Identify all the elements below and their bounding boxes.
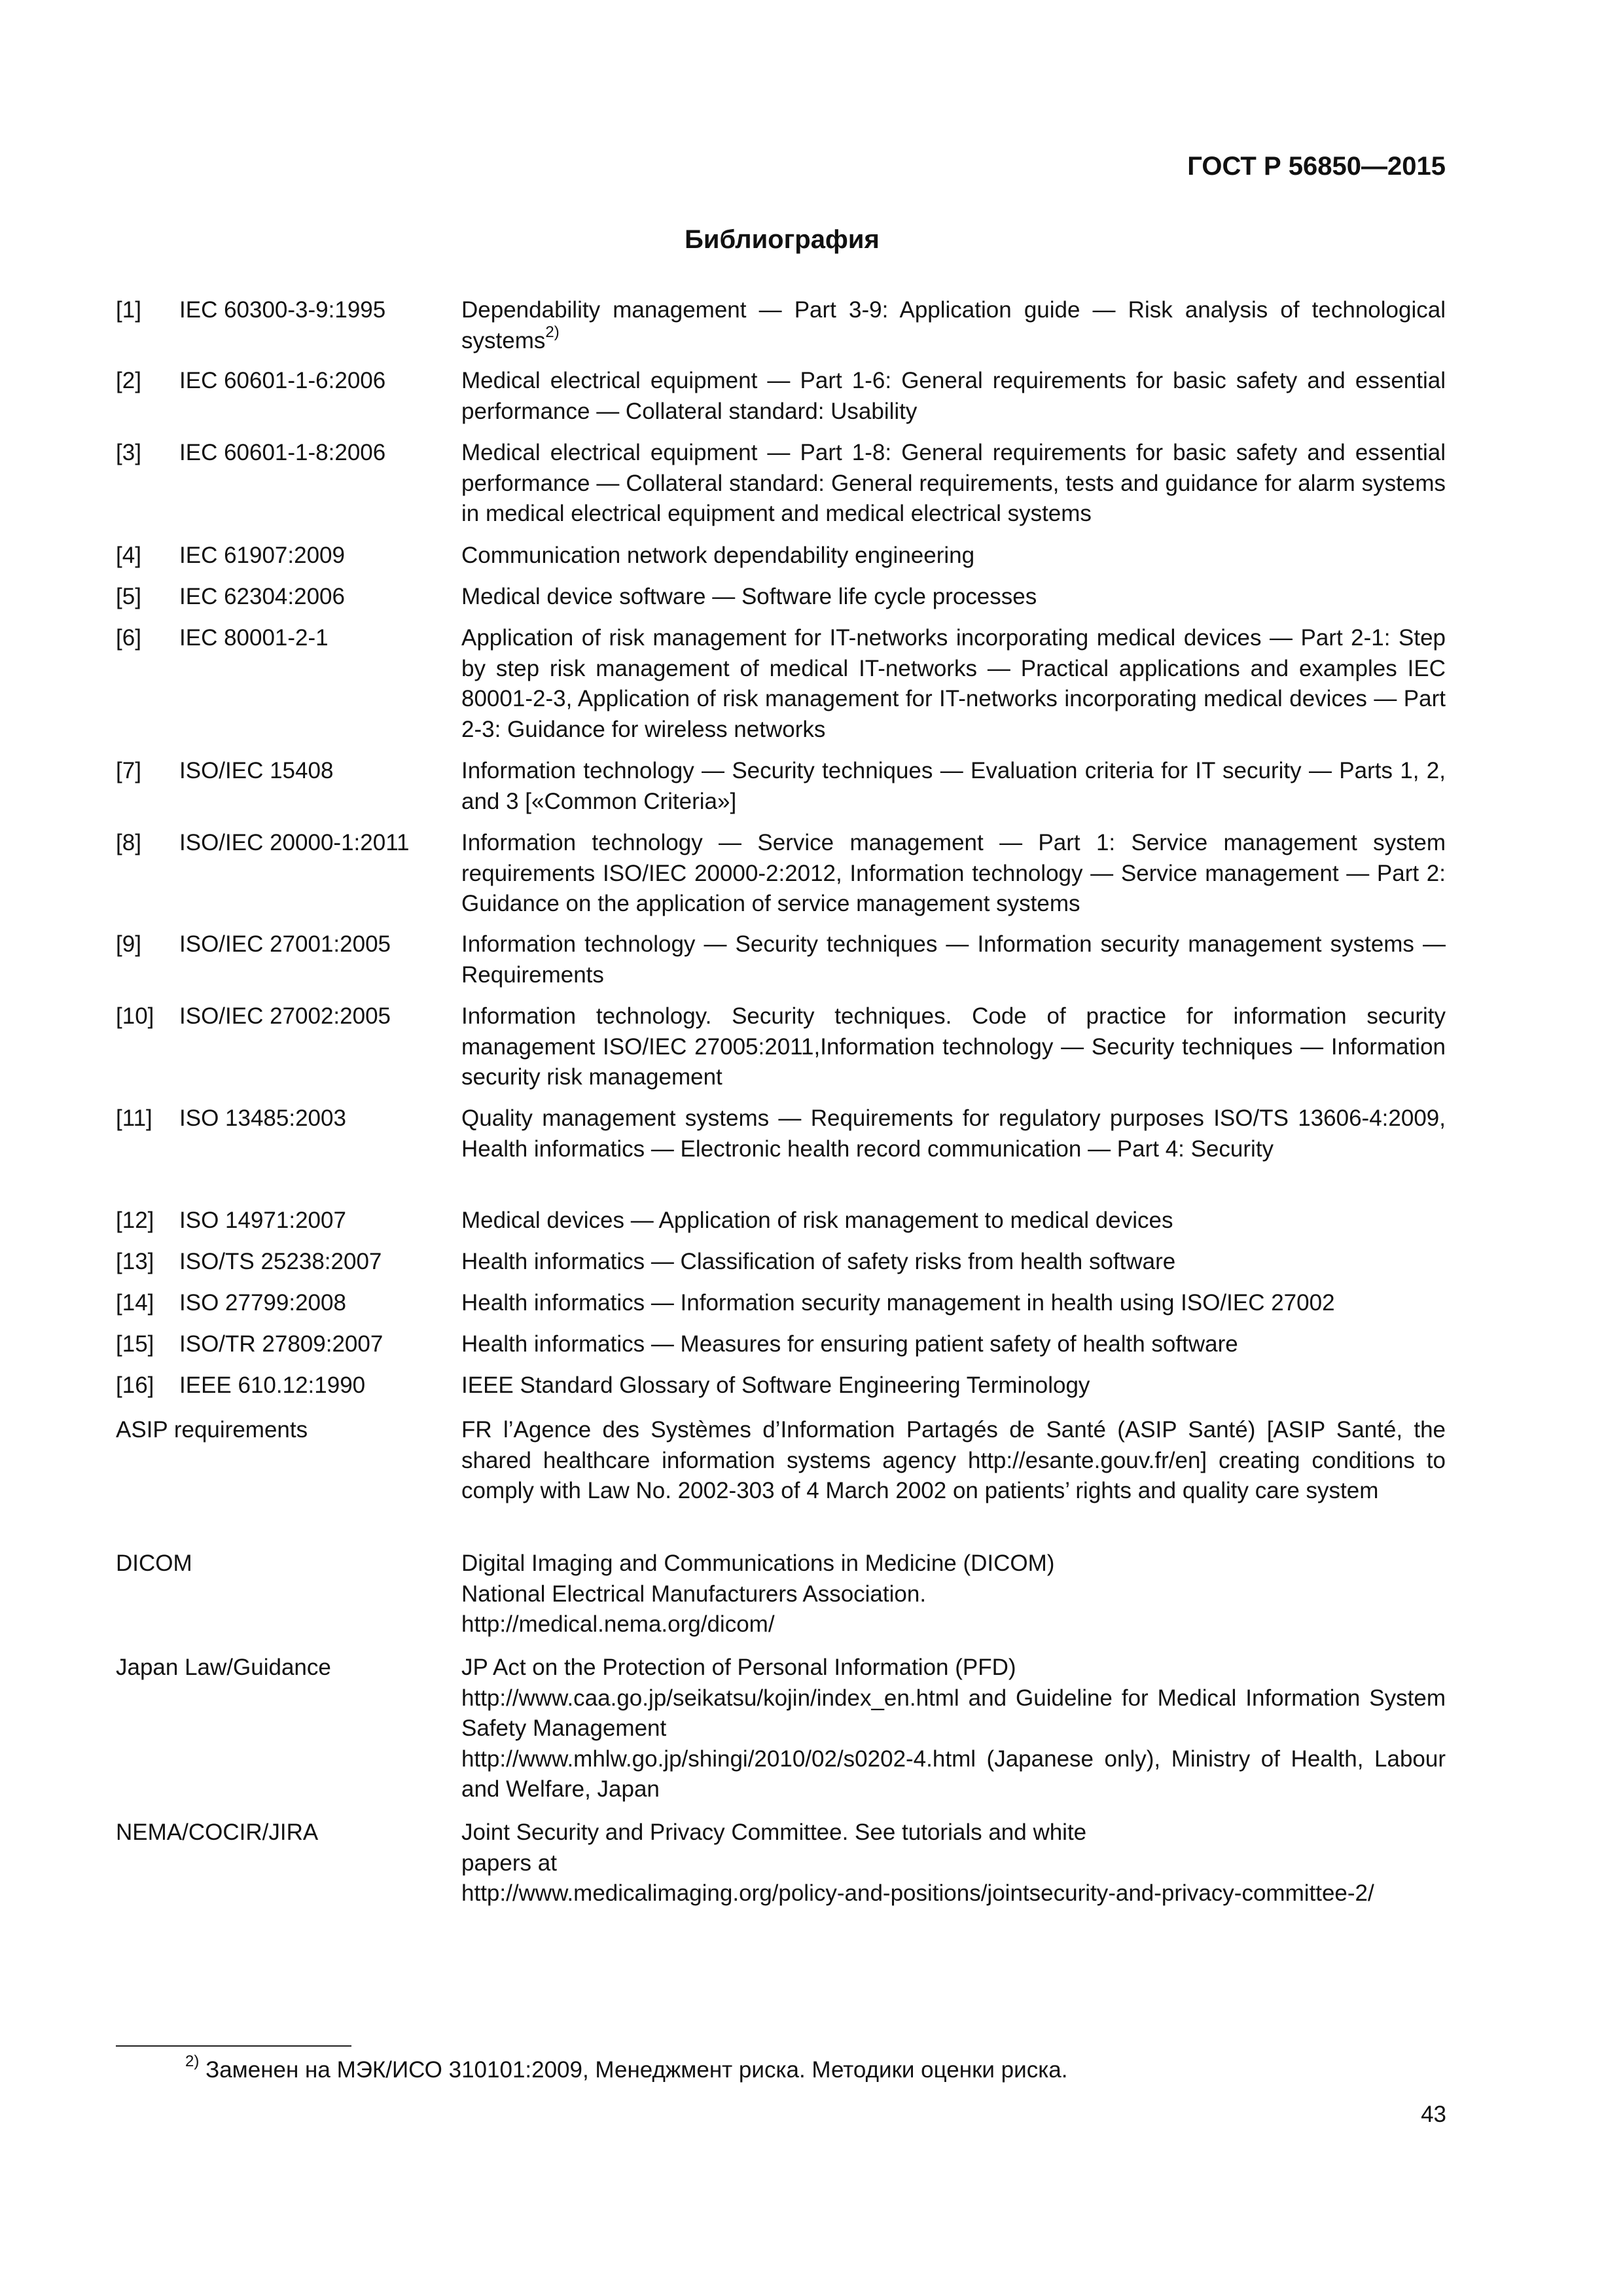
standard-code: ISO/IEC 27001:2005 [179,931,391,957]
standard-code: ISO 27799:2008 [179,1290,346,1316]
footnote-mark: 2) [185,2053,200,2071]
standard-code: IEC 62304:2006 [179,584,345,609]
standard-code: ISO 14971:2007 [179,1208,346,1233]
standard-title: Medical electrical equipment — Part 1-6: General requirements for basic safety and essential performance — Collateral standard: Usability [461,368,1446,424]
entry-number: [9] [116,931,141,957]
footnote-separator [116,2045,351,2047]
standard-title: Communication network dependability engineering [461,543,975,568]
standard-title: Medical electrical equipment — Part 1-8: General requirements for basic safety and essential performance — Collateral standard: General requirements, tests and guidance for alarm systems in medical electrical equipment and medical electrical systems [461,440,1446,526]
source-description: FR l’Agence des Systèmes d’Information Partagés de Santé (ASIP Santé) [ASIP Santé, the shared healthcare information systems agency http://esante.gouv.fr/en] creating conditions to comply with Law No. 2002-303 of 4 March 2002 on patients’ rights and quality care system [461,1417,1446,1503]
standard-title: Application of risk management for IT-networks incorporating medical devices — Part 2-1: Step by step risk management of medical IT-networks — Practical applications and examples IEC 80001-2-3, Application of risk management for IT-networks incorporating medical devices — Part 2-3: Guidance for wireless networks [461,625,1446,742]
standard-title: Health informatics — Classification of safety risks from health software [461,1249,1176,1274]
standard-title: Medical device software — Software life cycle processes [461,584,1037,609]
entry-number: [14] [116,1290,154,1316]
entry-number: [6] [116,625,141,651]
footnote [185,2055,1067,2085]
page-number: 43 [1421,2102,1446,2127]
entry-number: [2] [116,368,141,393]
standard-title: Medical devices — Application of risk management to medical devices [461,1208,1173,1233]
standard-code: IEC 61907:2009 [179,543,345,568]
standard-code: IEC 60601-1-6:2006 [179,368,386,393]
standard-title: Quality management systems — Requirements for regulatory purposes ISO/TS 13606-4:2009, Health informatics — Electronic health record communication — Part 4: Security [461,1105,1446,1162]
entry-number: [4] [116,543,141,568]
standard-code: ISO/IEC 27002:2005 [179,1003,391,1029]
footnote-text: Заменен на МЭК/ИСО 310101:2009, Менеджмент риска. Методики оценки риска. [205,2057,1068,2083]
standard-title: Dependability management — Part 3-9: Application guide — Risk analysis of technological systems$^{2)}$ [461,297,1446,353]
document-designation: ГОСТ Р 56850—2015 [1187,152,1446,181]
entry-number: [11] [116,1105,152,1131]
standard-code: ISO/IEC 20000-1:2011 [179,830,410,855]
standard-code: ISO/TR 27809:2007 [179,1331,383,1357]
standard-title: Health informatics — Information security management in health using ISO/IEC 27002 [461,1290,1335,1316]
source-label: Japan Law/Guidance [116,1655,331,1680]
footnote-reference: 2) [545,323,560,341]
entry-number: [7] [116,758,141,783]
entry-number: [12] [116,1208,154,1233]
standard-code: ISO 13485:2003 [179,1105,346,1131]
source-description: JP Act on the Protection of Personal Information (PFD) http://www.caa.go.jp/seikatsu/kojin/index_en.html and Guideline for Medical Information System Safety Management http://www.mhlw.go.jp/shingi/2010/02/s0202-4.html (Japanese only), Ministry of Health, Labour and Welfare, Japan [461,1655,1446,1802]
standard-code: IEC 60300-3-9:1995 [179,297,386,323]
source-label: NEMA/COCIR/JIRA [116,1820,319,1845]
entry-number: [16] [116,1372,154,1398]
standard-title: Health informatics — Measures for ensuring patient safety of health software [461,1331,1238,1357]
entry-number: [1] [116,297,141,323]
standard-title: Information technology — Security techniques — Information security management systems — Requirements [461,931,1446,988]
source-description: Joint Security and Privacy Committee. See tutorials and white papers at http://www.medicalimaging.org/policy-and-positions/jointsecurity-and-privacy-committee-2/ [461,1820,1374,1906]
standard-code: IEC 60601-1-8:2006 [179,440,386,465]
entry-number: [13] [116,1249,154,1274]
page-title: Библиография [685,225,880,254]
standard-title: Information technology — Security techniques — Evaluation criteria for IT security — Parts 1, 2, and 3 [«Common Criteria»] [461,758,1446,814]
standard-code: IEEE 610.12:1990 [179,1372,366,1398]
standard-code: ISO/TS 25238:2007 [179,1249,382,1274]
entry-number: [8] [116,830,141,855]
standard-title: IEEE Standard Glossary of Software Engineering Terminology [461,1372,1090,1398]
entry-number: [3] [116,440,141,465]
standard-title: Information technology. Security techniques. Code of practice for information security management ISO/IEC 27005:2011,Information technology — Security techniques — Information security risk management [461,1003,1446,1090]
source-label: DICOM [116,1551,192,1576]
standard-code: IEC 80001-2-1 [179,625,329,651]
entry-number: [10] [116,1003,154,1029]
entry-number: [15] [116,1331,154,1357]
standard-title: Information technology — Service management — Part 1: Service management system requirements ISO/IEC 20000-2:2012, Information technology — Service management — Part 2: Guidance on the application of service management systems [461,830,1446,916]
entry-number: [5] [116,584,141,609]
source-label: ASIP requirements [116,1417,308,1443]
source-description: Digital Imaging and Communications in Medicine (DICOM) National Electrical Manufacturers Association. http://medical.nema.org/dicom/ [461,1551,1055,1637]
standard-code: ISO/IEC 15408 [179,758,334,783]
